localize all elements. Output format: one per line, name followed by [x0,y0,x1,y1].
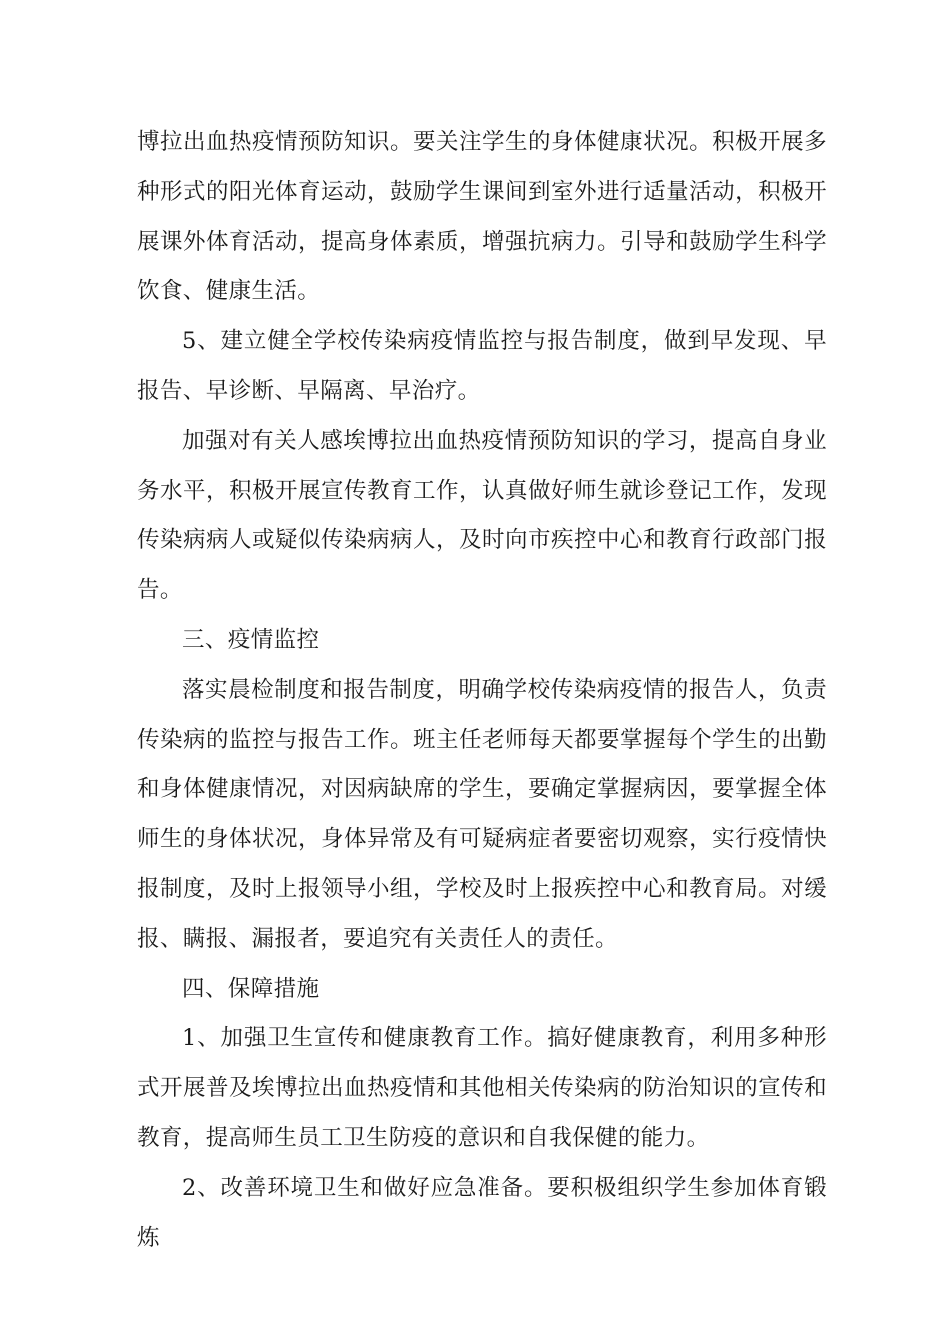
paragraph-item-1-health-education: 1、加强卫生宣传和健康教育工作。搞好健康教育，利用多种形式开展普及埃博拉出血热疫情和其他相关传染病的防治知识的宣传和教育，提高师生员工卫生防疫的意识和自我保健的能力。 [137,1025,827,1151]
document-body [137,118,827,1263]
paragraph-morning-check: 落实晨检制度和报告制度，明确学校传染病疫情的报告人，负责传染病的监控与报告工作。班主任老师每天都要掌握每个学生的出勤和身体健康情况，对因病缺席的学生，要确定掌握病因，要掌握全体师生的身体状况，身体异常及有可疑病症者要密切观察，实行疫情快报制度，及时上报领导小组，学校及时上报疾控中心和教育局。对缓报、瞒报、漏报者，要追究有关责任人的责任。 [137,676,827,952]
section-heading-safeguards: 四、保障措施 [182,975,320,1002]
paragraph-knowledge-learning: 加强对有关人感埃博拉出血热疫情预防知识的学习，提高自身业务水平，积极开展宣传教育工作，认真做好师生就诊登记工作，发现传染病病人或疑似传染病病人，及时向市疾控中心和教育行政部门报告。 [137,427,827,604]
section-heading-epidemic-monitoring: 三、疫情监控 [182,626,320,653]
paragraph-continued-prevention: 博拉出血热疫情预防知识。要关注学生的身体健康状况。积极开展多种形式的阳光体育运动，鼓励学生课间到室外进行适量活动，积极开展课外体育活动，提高身体素质，增强抗病力。引导和鼓励学生科学饮食、健康生活。 [137,129,827,305]
paragraph-item-5-reporting-system: 5、建立健全学校传染病疫情监控与报告制度，做到早发现、早报告、早诊断、早隔离、早治疗。 [137,328,827,404]
paragraph-item-2-environment: 2、改善环境卫生和做好应急准备。要积极组织学生参加体育锻炼 [137,1174,827,1251]
